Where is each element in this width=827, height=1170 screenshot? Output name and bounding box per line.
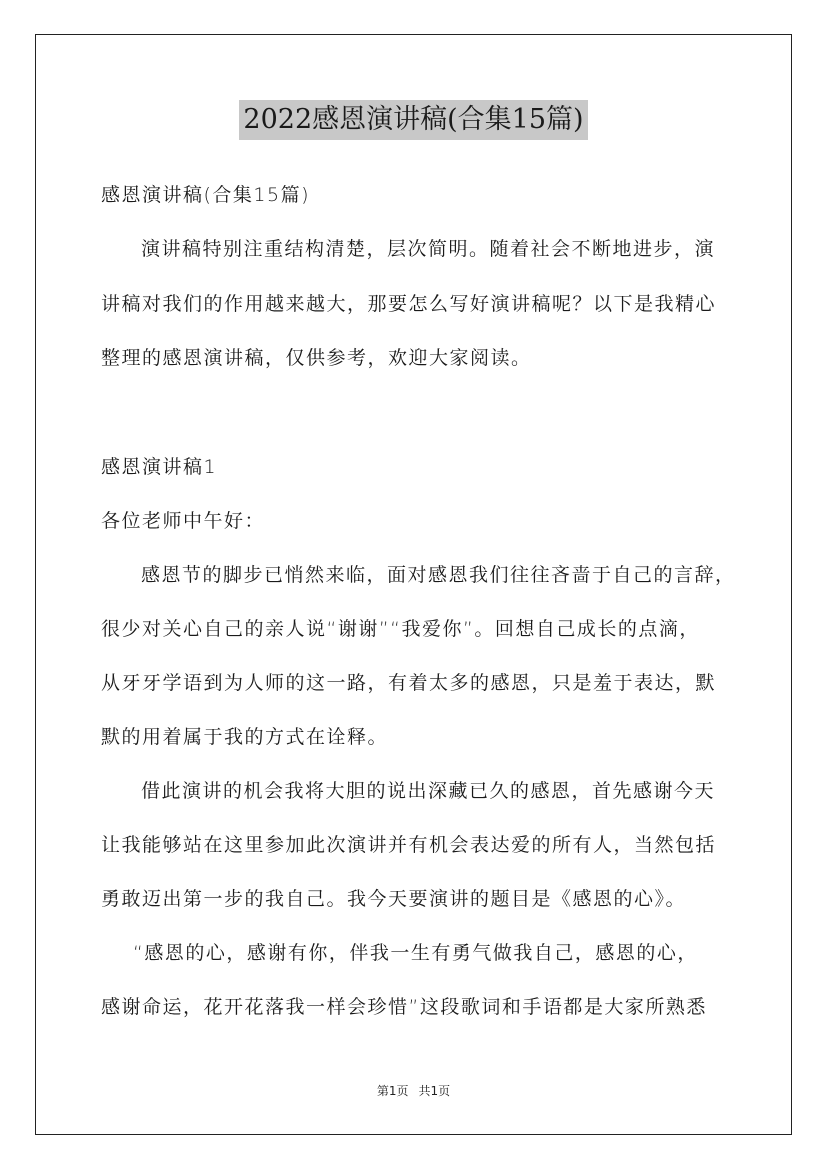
paragraph-line: 借此演讲的机会我将大胆的说出深藏已久的感恩，首先感谢今天 <box>141 780 716 802</box>
subtitle: 感恩演讲稿(合集15篇) <box>101 184 311 206</box>
intro-line: 演讲稿特别注重结构清楚，层次简明。随着社会不断地进步，演 <box>141 238 716 260</box>
paragraph-line: 默的用着属于我的方式在诠释。 <box>101 726 389 748</box>
greeting: 各位老师中午好： <box>101 510 266 532</box>
intro-line: 整理的感恩演讲稿，仅供参考，欢迎大家阅读。 <box>101 347 532 369</box>
paragraph-line: 感谢命运，花开花落我一样会珍惜”这段歌词和手语都是大家所熟悉 <box>101 996 707 1018</box>
paragraph-line: 让我能够站在这里参加此次演讲并有机会表达爱的所有人，当然包括 <box>101 834 717 856</box>
paragraph-line: “感恩的心，感谢有你，伴我一生有勇气做我自己，感恩的心， <box>133 942 698 964</box>
section-heading: 感恩演讲稿1 <box>101 456 218 478</box>
paragraph-line: 从牙牙学语到为人师的这一路，有着太多的感恩，只是羞于表达，默 <box>101 672 717 694</box>
paragraph-line: 感恩节的脚步已悄然来临，面对感恩我们往往吝啬于自己的言辞， <box>141 564 736 586</box>
page-number-current: 第1页 <box>376 1084 409 1098</box>
page-number-total: 共1页 <box>418 1084 451 1098</box>
title-container <box>0 100 827 140</box>
intro-line: 讲稿对我们的作用越来越大，那要怎么写好演讲稿呢？以下是我精心 <box>101 293 717 315</box>
paragraph-line: 很少对关心自己的亲人说“谢谢”“我爱你”。回想自己成长的点滴， <box>101 618 700 640</box>
document-title: 2022感恩演讲稿(合集15篇) <box>239 100 587 140</box>
page-footer <box>0 1083 827 1099</box>
paragraph-line: 勇敢迈出第一步的我自己。我今天要演讲的题目是《感恩的心》。 <box>101 888 687 910</box>
